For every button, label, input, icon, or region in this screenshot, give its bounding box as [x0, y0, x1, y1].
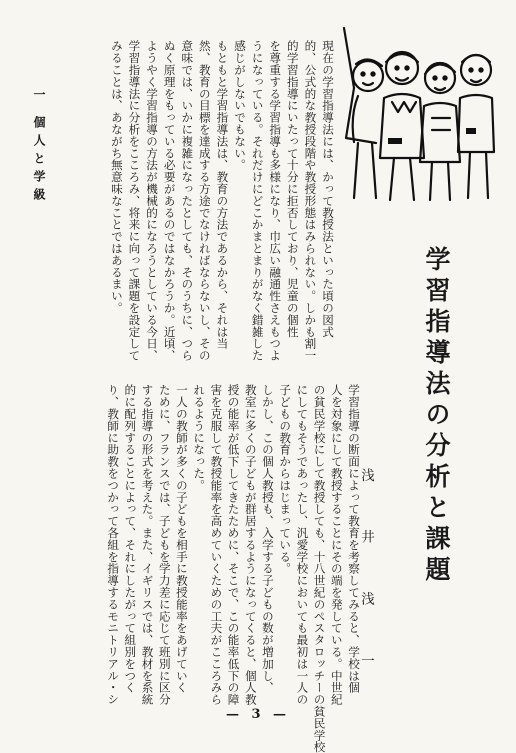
text-line: ようやく学習指導の方法が機械的になろうとしている今日、	[145, 40, 160, 362]
text-line: 的に配列することによって、それにしたがって組別をつく	[123, 384, 138, 694]
text-line: 害を克服して教授能率を高めていくための工夫がこころみら	[209, 384, 224, 706]
text-line: する指導の形式を考えた。また、イギリスでは、教材を系統	[140, 384, 155, 706]
intro-text-block	[76, 40, 336, 362]
text-line: しかし、この個人教授も、入学する子どもの数が増加し、	[260, 384, 275, 694]
text-line: り、教師に助教をつかって各組を指導するモニトリアル・シ	[106, 384, 121, 706]
text-line: 的、公式的な教授段階や教授形態はみられない。しかも割一	[303, 40, 318, 362]
text-line: にしてもそうであったし、汎愛学校においても最初は一人の	[295, 384, 310, 706]
text-line: 教室に多くの子どもが群居するようになってくると、個人教	[243, 384, 258, 706]
text-line: みることは、あながち無意味なことではあるまい。	[109, 40, 124, 314]
text-line: 感じがしないでもない。	[233, 40, 248, 171]
text-line: を尊重する学習指導も多様になり、巾広い融通性さえもつよ	[268, 40, 283, 362]
text-line: 然、教育の目標を達成する方途でなければならないし、その	[197, 40, 212, 362]
text-line: うになっている。それだけにどこかまとまりがなく錯雑した	[250, 40, 265, 362]
text-line: 意味では、いかに複雑になったとしても、そのうちに、つら	[180, 40, 195, 362]
body-text-block	[106, 384, 362, 753]
text-line: ために、フランスでは、子どもを学力差に応じて班別に区分	[157, 384, 172, 706]
text-line: 学習指導の断面によって教育を考察してみると、学校は個	[347, 384, 361, 694]
text-line: 人を対象にして教授することにその端を発している。中世紀	[329, 384, 344, 706]
page-number: — 3 —	[225, 707, 291, 722]
text-line: 授の能率が低下してきたために、そこで、この能率低下の障	[226, 384, 241, 706]
text-line: 現在の学習指導法には、かって教授法といった頃の図式	[321, 40, 335, 338]
text-line: 子どもの教育からはじまっている。	[278, 384, 293, 575]
text-line: 一人の教師が多くの子どもを相手に教授能率をあげていく	[174, 384, 189, 694]
text-line: の貧民学校にして教授しても、十八世紀のペスタロッチーの貧民学校	[312, 384, 327, 753]
text-line: もともと学習指導法は、教育の方法であるから、それは当	[215, 40, 230, 350]
text-line: ぬく原理をもっている必要があるのではなかろうか。近頃、	[162, 40, 177, 362]
text-line: 的学習指導にいたって十分に拒否しており、児童の個性	[285, 40, 300, 338]
article-title: 学習指導法の分析と課題	[422, 246, 451, 587]
section-heading: 一 個人と学級	[32, 88, 46, 207]
author-name: 浅 井 浅 一	[358, 468, 374, 689]
text-line: れるようになった。	[192, 384, 207, 492]
text-line: 学習指導法に分析をこころみ、将来に向って課題を設定して	[127, 40, 142, 362]
children-illustration-icon	[336, 18, 498, 208]
